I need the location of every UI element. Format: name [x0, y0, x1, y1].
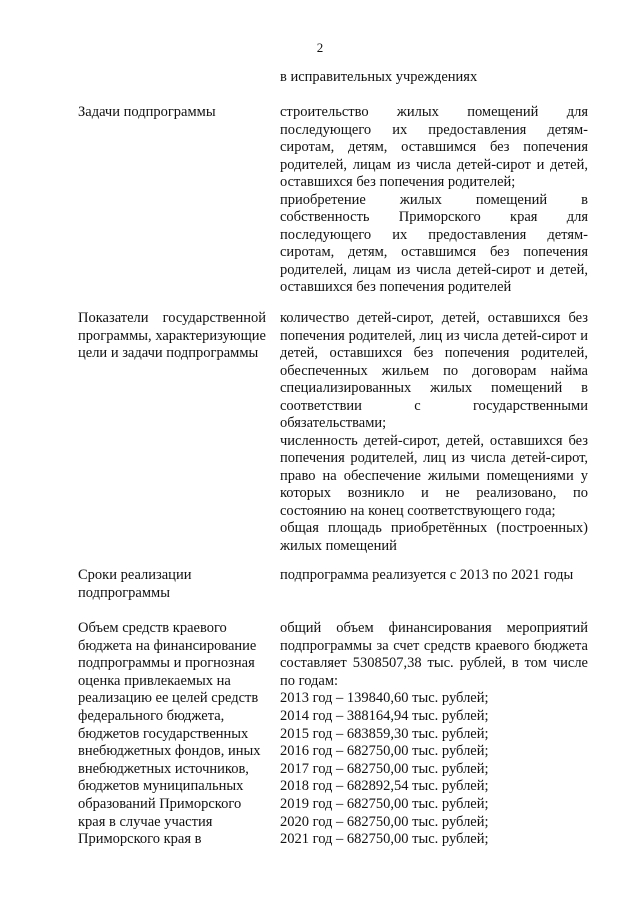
- funding-year-line: 2021 год – 682750,00 тыс. рублей;: [280, 831, 489, 848]
- content-paragraph: строительство жилых помещений для последующего их предоставления детям-сиротам, детям, оставшимся без попечения родителей, лицам из числа детей-сирот и детей, оставшихся без попечения родителей;: [280, 104, 588, 190]
- row-content: [280, 310, 588, 555]
- label-line: реализацию ее целей средств: [78, 690, 259, 707]
- row-content: [280, 104, 588, 297]
- label-line: Приморского края в: [78, 831, 202, 848]
- funding-year-line: 2019 год – 682750,00 тыс. рублей;: [280, 795, 489, 812]
- label-line: бюджета на финансирование: [78, 637, 257, 654]
- funding-year-line: 2020 год – 682750,00 тыс. рублей;: [280, 813, 489, 830]
- funding-year-line: 2014 год – 388164,94 тыс. рублей;: [280, 707, 489, 724]
- funding-intro: общий объем финансирования мероприятий подпрограммы за счет средств краевого бюджета составляет 5308507,38 тыс. рублей, в том числе по годам:: [280, 620, 588, 689]
- row-label: Задачи подпрограммы: [78, 104, 216, 120]
- row-label: Сроки реализации подпрограммы: [78, 567, 192, 601]
- label-line: образований Приморского: [78, 795, 242, 812]
- continuation-text: в исправительных учреждениях: [280, 69, 478, 85]
- funding-year-line: 2015 год – 683859,30 тыс. рублей;: [280, 725, 489, 742]
- content-paragraph: количество детей-сирот, детей, оставшихся без попечения родителей, лиц из числа детей-сирот и детей, оставшихся без попечения родителей, обеспеченных жильем по договорам найма специализированных жилых помещений в соответствии с государственными обязательствами;: [280, 310, 588, 431]
- label-line: бюджетов муниципальных: [78, 778, 244, 795]
- content-paragraph: общая площадь приобретённых (построенных) жилых помещений: [280, 520, 588, 554]
- label-line: федерального бюджета,: [78, 707, 225, 724]
- funding-year-line: 2018 год – 682892,54 тыс. рублей;: [280, 778, 489, 795]
- content-paragraph: численность детей-сирот, детей, оставшихся без попечения родителей, лиц из числа детей-сирот, право на обеспечение жилыми помещениями у которых возникло и не реализовано, по состоянию на конец соответствующего года;: [280, 432, 588, 519]
- page-number: 2: [316, 40, 324, 55]
- label-line: Объем средств краевого: [78, 620, 227, 636]
- row-content: [280, 620, 588, 849]
- funding-year-line: 2017 год – 682750,00 тыс. рублей;: [280, 760, 489, 777]
- funding-year-line: 2013 год – 139840,60 тыс. рублей;: [280, 690, 489, 707]
- label-line: внебюджетных фондов, иных: [78, 743, 261, 760]
- content-paragraph: подпрограмма реализуется с 2013 по 2021 годы: [280, 567, 574, 583]
- funding-year-line: 2016 год – 682750,00 тыс. рублей;: [280, 743, 489, 760]
- label-line: оценка привлекаемых на: [78, 672, 231, 689]
- label-line: подпрограммы и прогнозная: [78, 655, 255, 672]
- funding-years-list: [280, 690, 588, 848]
- content-paragraph: приобретение жилых помещений в собственность Приморского края для последующего их предоставления детям-сиротам, детям, оставшимся без попечения родителей, лицам из числа детей-сирот и детей, оставшихся без попечения родителей: [280, 191, 588, 295]
- label-line: внебюджетных источников,: [78, 760, 249, 777]
- label-line: края в случае участия: [78, 813, 213, 830]
- label-line: бюджетов государственных: [78, 725, 249, 742]
- row-content: [280, 567, 588, 585]
- row-label: [78, 620, 266, 849]
- row-label: Показатели государственной программы, характеризующие цели и задачи подпрограммы: [78, 310, 266, 361]
